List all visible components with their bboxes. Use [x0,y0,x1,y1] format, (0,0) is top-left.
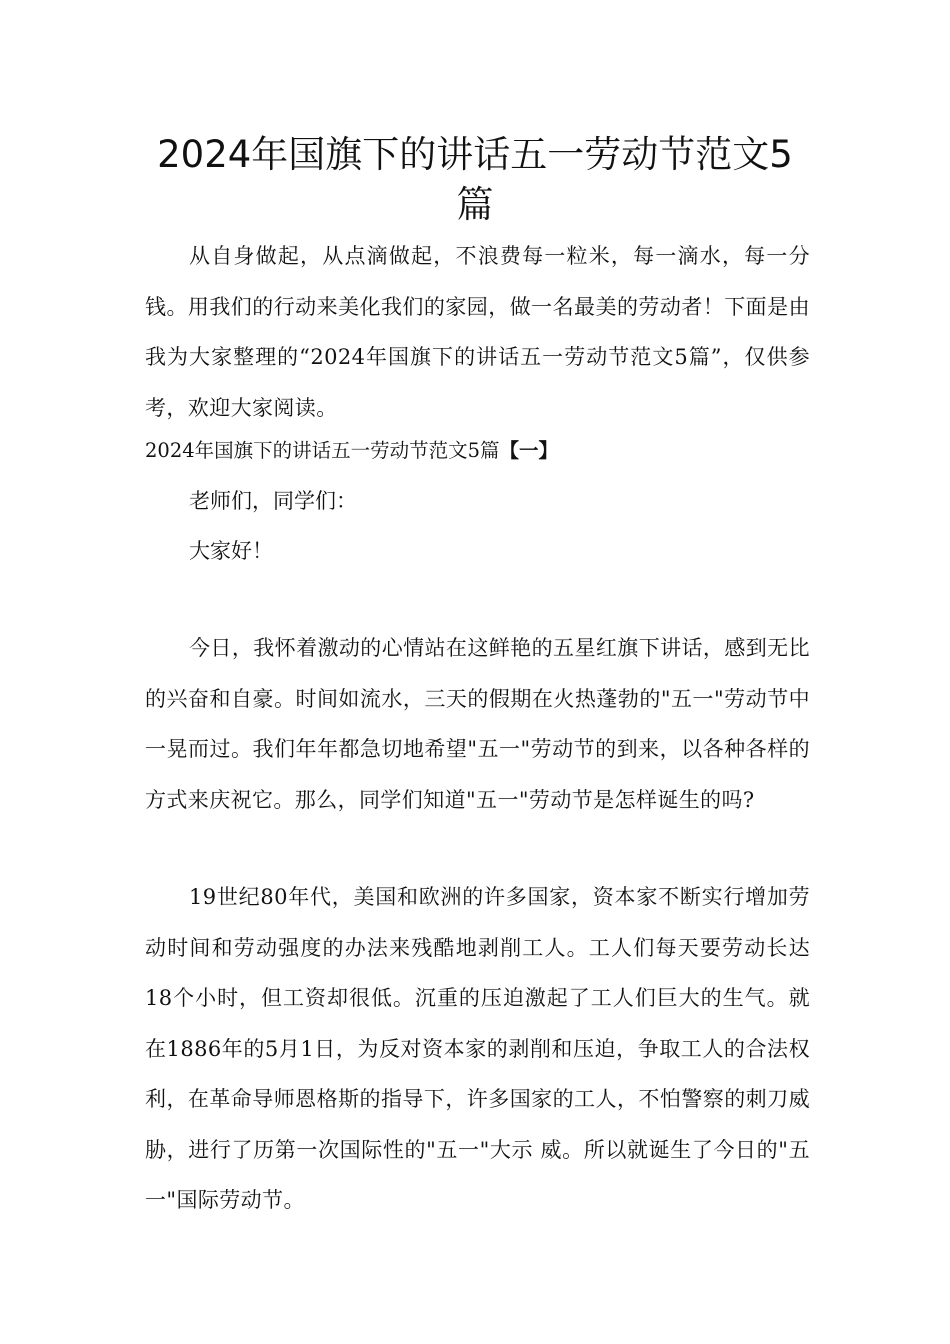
section-heading [145,436,810,466]
intro-paragraph: 从自身做起，从点滴做起，不浪费每一粒米，每一滴水，每一分钱。用我们的行动来美化我们的家园，做一名最美的劳动者！下面是由我为大家整理的“2024年国旗下的讲话五一劳动节范文5篇”，仅供参考，欢迎大家阅读。 [145,244,810,420]
greeting-line: 老师们，同学们： [189,489,357,513]
document-title: 2024年国旗下的讲话五一劳动节范文5篇 [157,133,793,226]
body-paragraph-1: 今日，我怀着激动的心情站在这鲜艳的五星红旗下讲话，感到无比的兴奋和自豪。时间如流水，三天的假期在火热蓬勃的"五一"劳动节中一晃而过。我们年年都急切地希望"五一"劳动节的到来，以各种各样的方式来庆祝它。那么，同学们知道"五一"劳动节是怎样诞生的吗? [145,636,810,812]
body-paragraph-2: 19世纪80年代，美国和欧洲的许多国家，资本家不断实行增加劳动时间和劳动强度的办法来残酷地剥削工人。工人们每天要劳动长达18个小时，但工资却很低。沉重的压迫激起了工人们巨大的生气。就在1886年的5月1日，为反对资本家的剥削和压迫，争取工人的合法权利，在革命导师恩格斯的指导下，许多国家的工人，不怕警察的刺刀威胁，进行了历第一次国际性的"五一"大示 威。所以就诞生了今日的"五一"国际劳动节。 [145,885,810,1212]
section-heading-text: 2024年国旗下的讲话五一劳动节范文5篇 [145,439,500,462]
hello-line: 大家好！ [189,539,273,563]
section-heading-number: 【一】 [499,439,559,462]
